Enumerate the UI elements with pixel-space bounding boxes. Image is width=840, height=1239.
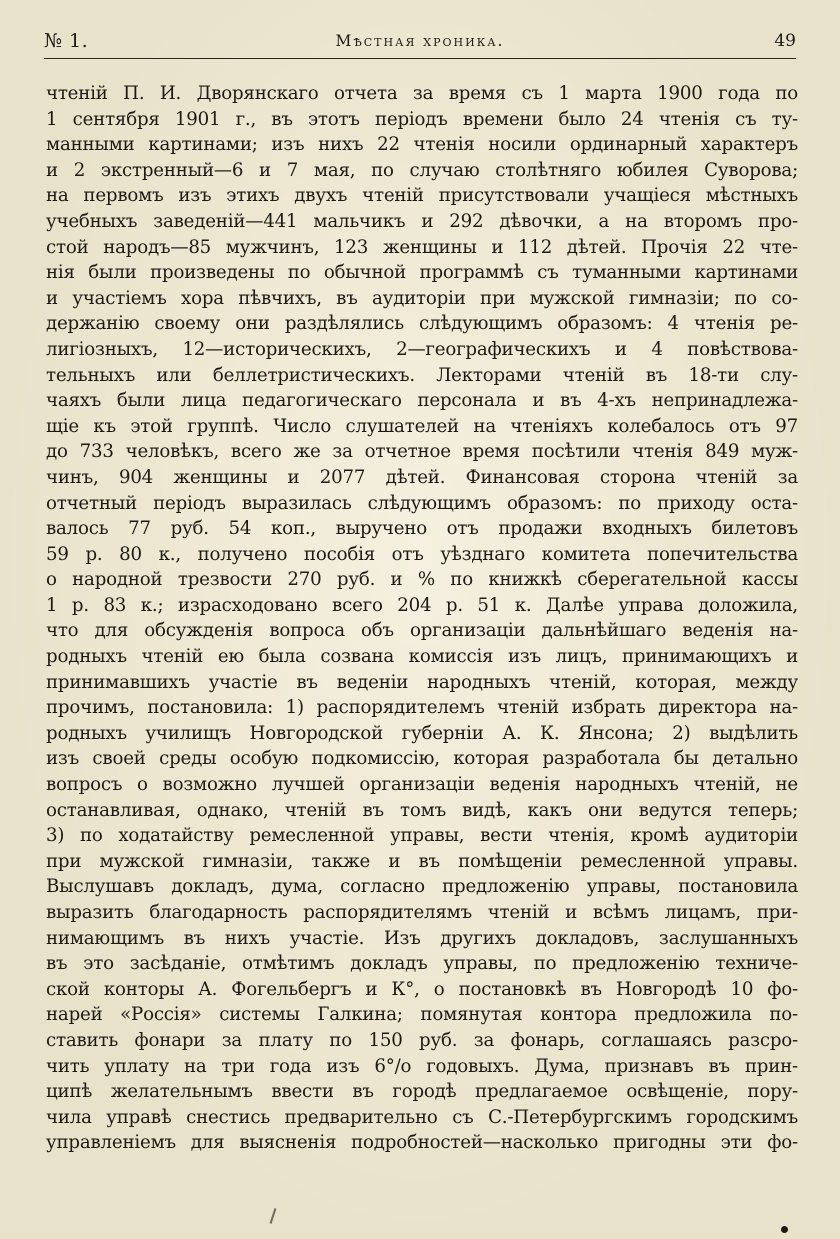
text-line: прочимъ, постановила: 1) распорядителемъ чтеній избрать директора на- [46,697,798,719]
text-line: нарей «Россія» системы Галкина; помянутая контора предложила по- [46,1004,798,1026]
page-number: 49 [774,31,796,51]
text-line: ской конторы А. Фогельбергъ и К°, о постановкѣ въ Новгородѣ 10 фо- [46,978,798,1000]
text-line: нимающимъ въ нихъ участіе. Изъ другихъ докладовъ, заслушанныхъ [46,927,798,949]
text-line: чтеній П. И. Дворянскаго отчета за время съ 1 марта 1900 года по [46,83,798,104]
text-line: до 733 человѣкъ, всего же за отчетное время посѣтили чтенія 849 муж- [46,441,798,463]
text-line: Выслушавъ докладъ, дума, согласно предложенію управы, постановила [46,876,798,898]
issue-number: № 1. [44,30,89,52]
page-header [44,26,796,58]
text-line: тельныхъ или беллетристическихъ. Лекторами чтеній въ 18-ти слу- [46,364,798,386]
text-line: о народной трезвости 270 руб. и % по книжкѣ сберегательной кассы [46,569,798,591]
header-rule [44,58,796,59]
text-line: чаяхъ были лица педагогическаго персонала и въ 4-хъ непринадлежа- [46,390,798,412]
text-line: учебныхъ заведеній—441 мальчикъ и 292 дѣвочки, а на второмъ про- [46,210,798,232]
text-line: чить уплату на три года изъ 6°/о годовыхъ. Дума, признавъ въ прин- [46,1055,798,1077]
text-line: щіе къ этой группѣ. Число слушателей на чтеніяхъ колебалось отъ 97 [46,415,798,437]
text-line: родныхъ училищъ Новгородской губерніи А. К. Янсона; 2) выдѣлить [46,722,798,744]
text-line: и 2 экстренный—6 и 7 мая, по случаю столѣтняго юбилея Суворова; [46,159,798,181]
ink-dot [781,1226,788,1233]
text-line: чинъ, 904 женщины и 2077 дѣтей. Финансовая сторона чтеній за [46,466,798,488]
stray-pen-mark [270,1208,277,1224]
text-line: нія были произведены по обычной программѣ съ туманными картинами [46,262,798,284]
text-line: отчетный періодъ выразилась слѣдующимъ образомъ: по приходу оста- [46,492,798,514]
text-line: ставить фонари за плату по 150 руб. за фонарь, соглашаясь разсро- [46,1029,798,1051]
text-line: чила управѣ снестись предварительно съ С.-Петербургскимъ городскимъ [46,1106,798,1128]
text-line: манными картинами; изъ нихъ 22 чтенія носили ординарный характеръ [46,134,798,156]
text-line: при мужской гимназіи, также и въ помѣщеніи ремесленной управы. [46,850,798,872]
text-line: изъ своей среды особую подкомиссію, которая разработала бы детально [46,748,798,770]
body-text [46,81,798,1156]
text-line: стой народъ—85 мужчинъ, 123 женщины и 112 дѣтей. Прочія 22 чте- [46,236,798,258]
text-line: 1 р. 83 к.; израсходовано всего 204 р. 51 к. Далѣе управа доложила, [46,594,798,616]
text-line: на первомъ изъ этихъ двухъ чтеній присутствовали учащіеся мѣстныхъ [46,185,798,207]
text-line: 1 сентября 1901 г., въ этотъ періодъ времени было 24 чтенія съ ту- [46,108,798,130]
text-line: валось 77 руб. 54 коп., выручено отъ продажи входныхъ билетовъ [46,518,798,540]
text-line: что для обсужденія вопроса объ организаціи дальнѣйшаго веденія на- [46,620,798,642]
text-line: родныхъ чтеній ею была созвана комиссія изъ лицъ, принимающихъ и [46,646,798,668]
text-line: держанію своему они раздѣлялись слѣдующимъ образомъ: 4 чтенія ре- [46,313,798,335]
text-line: управленіемъ для выясненія подробностей—насколько пригодны эти фо- [46,1132,798,1154]
text-line: принимавшихъ участіе въ веденіи народныхъ чтеній, которая, между [46,671,798,693]
text-line: и участіемъ хора пѣвчихъ, въ аудиторіи при мужской гимназіи; по со- [46,287,798,309]
text-line: въ это засѣданіе, отмѣтимъ докладъ управы, по предложенію техниче- [46,953,798,975]
text-line: 3) по ходатайству ремесленной управы, вести чтенія, кромѣ аудиторіи [46,825,798,847]
text-line: лигіозныхъ, 12—историческихъ, 2—географическихъ и 4 повѣствова- [46,338,798,360]
text-line: 59 р. 80 к., получено пособія отъ уѣзднаго комитета попечительства [46,543,798,565]
text-line: выразить благодарность распорядителямъ чтеній и всѣмъ лицамъ, при- [46,902,798,923]
text-line: вопросъ о возможно лучшей организаціи веденія народныхъ чтеній, не [46,774,798,796]
text-line: останавливая, однако, чтеній въ томъ видѣ, какъ они ведутся теперь; [46,799,798,821]
text-line: ципѣ желательнымъ ввести въ городѣ предлагаемое освѣщеніе, пору- [46,1081,798,1103]
running-title: Мѣстная хроника. [335,32,505,50]
